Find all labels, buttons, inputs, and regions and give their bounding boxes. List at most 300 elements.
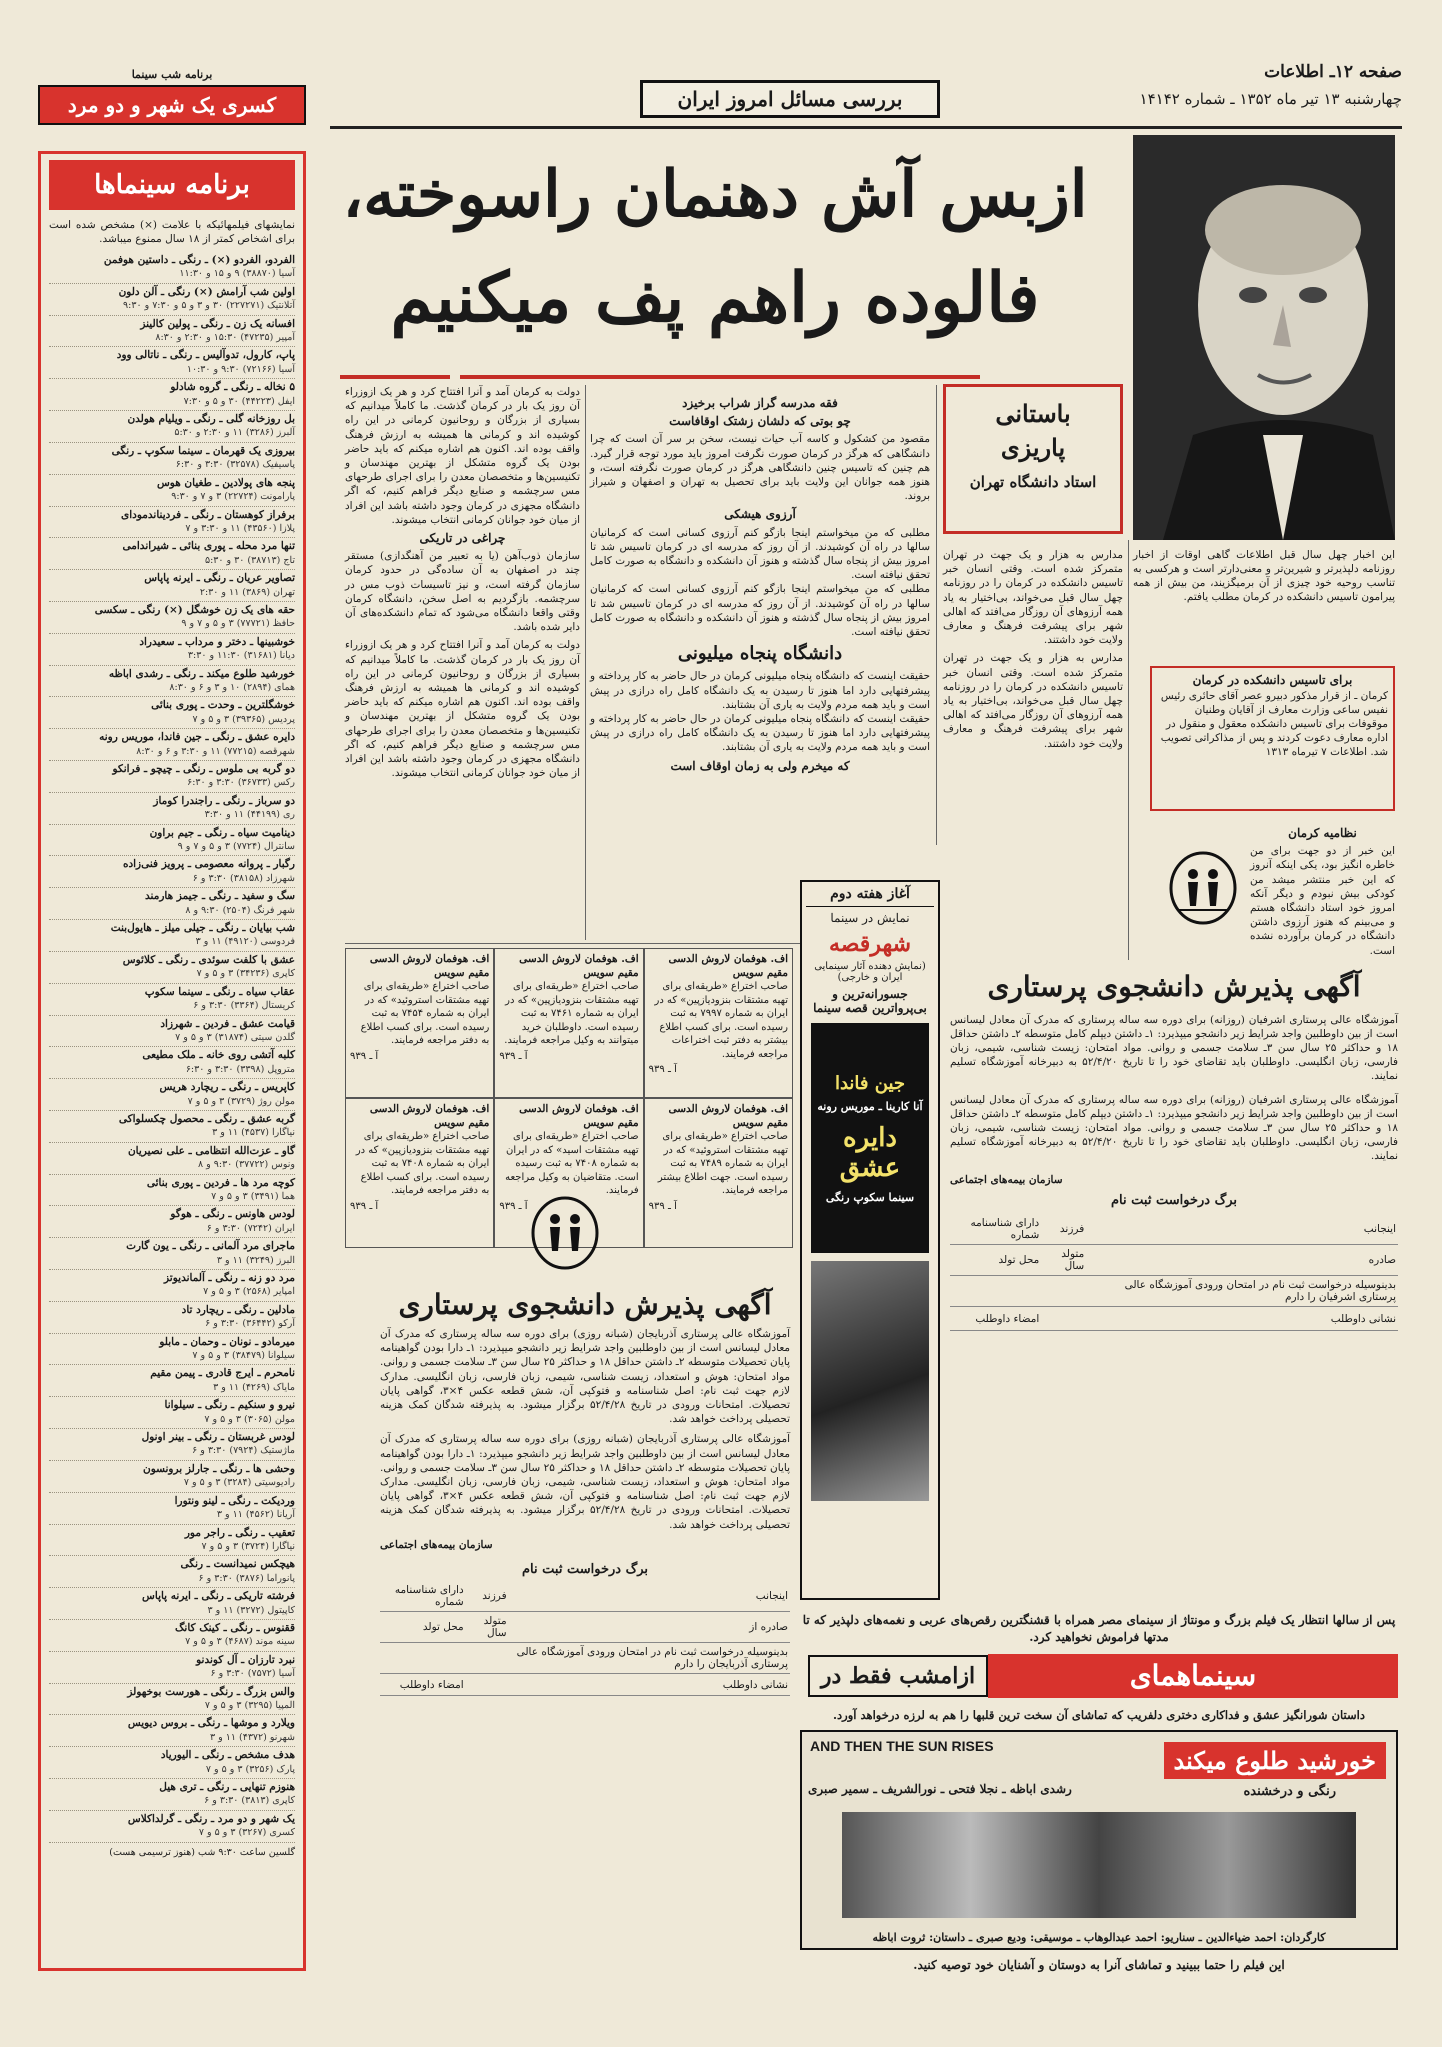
listing-film-title: تصاویر عریان ـ رنگی ـ ایرنه پاپاس: [144, 572, 295, 585]
listing-showtimes: ری (۴۴۱۹۹) ۱۱ و ۳:۳۰: [204, 809, 295, 821]
nursing-admission-ad-2: [380, 1288, 790, 1978]
cinema-listing-item: [49, 443, 295, 475]
cinema-listing-item: [49, 1429, 295, 1461]
form-row: [950, 1276, 1398, 1307]
column-divider: [1128, 540, 1129, 960]
insurance-org-emblem-2: [530, 1195, 600, 1271]
listing-showtimes: کسری (۳۲۶۷) ۳ و ۵ و ۷: [198, 1827, 295, 1839]
author-box: [943, 384, 1123, 534]
form-cell: محل تولد: [380, 1612, 466, 1643]
cinema-listing-item: [49, 284, 295, 316]
cinema-listing-item: [49, 570, 295, 602]
listing-showtimes: شهرزاد (۳۸۱۵۸) ۳:۳۰ و ۶: [192, 872, 295, 884]
listing-showtimes: آسیا (۳۸۸۷۰) ۹ و ۱۵ و ۱۱:۳۰: [179, 268, 295, 280]
cinema-listing-item: [49, 1779, 295, 1811]
form-cell: بدینوسیله درخواست ثبت نام در امتحان ورودی آموزشگاه عالی پرستاری آذربایجان را دارم: [509, 1643, 790, 1674]
listing-film-title: میرمادو ـ نونان ـ وحمان ـ مابلو: [159, 1335, 295, 1348]
author-portrait-photo: [1133, 135, 1395, 540]
page-header-info: [1082, 62, 1402, 108]
listing-showtimes: آسیا (۷۲۱۶۶) ۹:۳۰ و ۱۰:۳۰: [186, 363, 295, 375]
listing-showtimes: شهر فرنگ (۲۵۰۴) ۹:۳۰ و ۸: [185, 904, 295, 916]
listing-film-title: ۵ نخاله ـ رنگی ـ گروه شادلو: [170, 381, 295, 394]
listing-showtimes: آتلانتیک (۲۲۷۲۷۱) ۳۰ و ۳ و ۵ و ۷:۳۰ و ۹:۳۰: [123, 300, 295, 312]
cinema-listing-item: [49, 1684, 295, 1716]
listing-film-title: دایره عشق ـ رنگی ـ جین فاندا، موریس رونه: [99, 731, 295, 744]
cinema-program-intro: نمایشهای فیلمهائیکه با علامت (×) مشخص شده است برای اشخاص کمتر از ۱۸ سال ممنوع میباشد.: [49, 219, 295, 245]
listing-film-title: حقه های یک زن خوشگل (×) رنگی ـ سکسی: [94, 603, 295, 616]
patent-notice-text: صاحب اختراع «طریقه‌ای برای تهیه مشتقات بنزودیازپین» که در ایران به شماره ۷۴۰۸ به ثبت رسیده است. برای کسب اطلاع به دفتر مراجعه فرمایند.: [355, 1131, 490, 1196]
cinema-listing-item: [49, 952, 295, 984]
listing-showtimes: ایفل (۴۴۲۲۳) ۳۰ و ۵ و ۷:۳۰: [183, 395, 295, 407]
listing-film-title: هیچکس نمیدانست ـ رنگی: [180, 1558, 295, 1571]
nurse-ad-2-title: آگهی پذیرش دانشجوی پرستاری: [398, 1288, 772, 1321]
cinema-listing-item: [49, 1302, 295, 1334]
subheading-verse-2: چو بوتی که دلشان زشتک اوقافاست: [669, 414, 851, 429]
listing-film-title: نامحرم ـ ایرج قادری ـ پیمن مقیم: [150, 1367, 295, 1380]
cine-desc: (نمایش دهنده آثار سینمایی ایران و خارجی): [814, 961, 926, 983]
cinema-listing-item: [49, 984, 295, 1016]
listing-showtimes: ماژستیک (۷۹۲۴) ۳:۳۰ و ۶: [192, 1445, 295, 1457]
listing-film-title: نبرد تارزان ـ آل کوندنو: [196, 1653, 295, 1666]
cinema-listing-item: [49, 1016, 295, 1048]
form-row: [950, 1307, 1398, 1331]
patent-notice-text: صاحب اختراع «طریقه‌ای برای تهیه مشتقات بنزودیازپین» که در ایران به شماره ۷۹۹۷ به ثبت رسیده است. برای کسب اطلاع بیشتر به دفتر ثبت اختراعات مراجعه فرمایند.: [654, 981, 788, 1060]
listing-showtimes: مایاک (۴۲۶۹) ۱۱ و ۳: [213, 1381, 295, 1393]
form-row: [380, 1581, 790, 1612]
listing-showtimes: پاسیفیک (۳۲۵۷۸) ۳:۳۰ و ۶:۳۰: [175, 459, 295, 471]
inset-text: کرمان ـ از قرار مذکور دبیرو عصر آقای حائری رئیس نفیس ساعی وزارت معارف از آقایان وطنیان موقوفات برای تاسیس دانشکده معقول و منقول در اداره معارف دعوت کردند و پس از مذاکراتی تصویب شد. اطلاعات ۷ تیرماه ۱۳۱۳: [1160, 690, 1388, 758]
cinema-listing-item: [49, 1811, 295, 1843]
patent-notice-title: اف. هوفمان لاروش الدسی مقیم سویس: [668, 1103, 788, 1129]
cinema-listing-item: [49, 1652, 295, 1684]
patent-notice-code: آ ـ ۹۳۹: [499, 1200, 528, 1212]
listing-film-title: تنها مرد محله ـ پوری بنائی ـ شیراندامی: [122, 540, 295, 553]
article-column-left: [345, 385, 580, 940]
poster-star: جین فاندا: [834, 1072, 906, 1094]
poster-title: دایره عشق: [839, 1122, 901, 1183]
form-cell: امضاء داوطلب: [380, 1674, 466, 1696]
insurance-org-emblem: [1168, 850, 1238, 926]
cinema-listing-item: [49, 761, 295, 793]
listing-film-title: بیروزی یک قهرمان ـ سینما سکوپ ـ رنگی: [111, 444, 295, 457]
archive-news-inset: [1150, 666, 1395, 811]
form-cell: اینجانب: [1086, 1214, 1398, 1245]
patent-notice-text: صاحب اختراع «طریقه‌ای برای تهیه مشتقات استروئید» که در ایران به شماره ۷۴۸۹ به ثبت رسیده است. جهت اطلاع بیشتر مراجعه فرمایند.: [657, 1131, 788, 1196]
listing-film-title: شب بیایان ـ رنگی ـ جیلی میلز ـ هایول‌بنت: [110, 922, 295, 935]
article-paragraph: مطلبی که من میخواستم اینجا بازگو کنم آرزوی کسانی است که کرمانیان سالها در راه آن کوشیدند. از آن روز که مدرسه ای در کرمان تاسیس شد تا امروز بیش از پنجاه سال گذشته و هنوز آن دانشکده و دانشگاه به صورت کامل تحقق نیافته است.: [590, 526, 930, 582]
cinema-listing-item: [49, 1143, 295, 1175]
header-rule: [330, 126, 1402, 129]
article-paragraph: حقیقت اینست که دانشگاه پنجاه میلیونی کرمان در حال حاضر به کار پرداخته و پیشرفتهایی دارد اما هنوز تا رسیدن به یک دانشگاه کامل راه درازی در پیش است و باید همه مردم ولایت به یاری آن بشتابند.: [590, 713, 930, 754]
subheading-cheragh: چراغی در تاریکی: [419, 531, 506, 546]
listing-film-title: قیامت عشق ـ فردین ـ شهرزاد: [160, 1017, 295, 1030]
spacer: [1133, 648, 1143, 658]
patent-notice: [345, 948, 494, 1098]
film-credits: کارگردان: احمد ضیاءالدین ـ سناریو: احمد عبدالوهاب ـ موسیقی: ودیع صبری ـ داستان: ثروت اباظه: [872, 1931, 1326, 1944]
listing-showtimes: شهرنو (۴۳۷۲) ۱۱ و ۳: [210, 1731, 295, 1743]
cinema-listing-item: [49, 697, 295, 729]
column-divider: [936, 385, 937, 845]
homa-cinema-name: سینماهمای: [988, 1654, 1398, 1698]
nurse-ad-2-form-title: برگ درخواست ثبت نام: [521, 1562, 649, 1578]
form-row: [950, 1214, 1398, 1245]
cinema-listing-item: [49, 1047, 295, 1079]
cinema-program-logo: برنامه سینماها: [49, 160, 295, 210]
form-cell: امضاء داوطلب: [950, 1307, 1041, 1331]
form-cell: متولد سال: [466, 1612, 509, 1643]
form-cell: [1041, 1307, 1086, 1331]
listing-showtimes: آمپیر (۴۷۲۳۵) ۱۵:۳۰ و ۲:۳۰ و ۸:۳۰: [155, 332, 295, 344]
listing-showtimes: فردوسی (۴۹۱۲۰) ۱۱ و ۳: [195, 936, 295, 948]
sinema-homa-ad: [800, 1612, 1398, 2022]
listing-showtimes: نیاگارا (۳۷۲۴) ۳ و ۵ و ۷: [201, 1540, 295, 1552]
listing-showtimes: پانوراما (۳۸۷۶) ۳:۳۰ و ۶: [198, 1572, 295, 1584]
listing-showtimes: آریانا (۴۵۶۲) ۱۱ و ۳: [216, 1509, 295, 1521]
subheading-verse-1: فقه مدرسه گراز شراب برخیزد: [682, 396, 838, 410]
homa-recommendation: این فیلم را حتما ببینید و تماشای آنرا به دوستان و آشنایان خود توصیه کنید.: [913, 1958, 1285, 1972]
author-name-line-2: پاریزی: [1000, 433, 1066, 462]
film-color-label: رنگی و درخشنده: [1243, 1784, 1336, 1799]
cinema-listing-item: [49, 729, 295, 761]
listing-showtimes: حافظ (۷۷۷۲۱) ۳ و ۵ و ۷ و ۹: [181, 618, 295, 630]
form-cell: فرزند: [466, 1581, 509, 1612]
patent-notice: [644, 948, 793, 1098]
cinema-listing-item: [49, 1175, 295, 1207]
cinema-listing-item: [49, 1365, 295, 1397]
homa-description: داستان شورانگیز عشق و فداکاری دختری دلفریب که تماشای آن سخت ترین قلبها را هم به لرزه درخواهد آورد.: [833, 1708, 1365, 1722]
listing-film-title: خورشید طلوع میکند ـ رنگی ـ رشدی اباظه: [108, 667, 295, 680]
form-cell: [466, 1674, 509, 1696]
nurse-ad-2-org: سازمان بیمه‌های اجتماعی: [380, 1538, 493, 1551]
cinema-listing-item: [49, 1556, 295, 1588]
nurse-ad-2-body-cont: آموزشگاه عالی پرستاری آذربایجان (شبانه روزی) برای دوره سه ساله پرستاری که مدرک آن معادل لیسانس است از بین داوطلبین واجد شرایط زیر دانشجو میپذیرد: ۱ـ دارا بودن گواهینامه پایان تحصیلات متوسطه ۲ـ داشتن حداقل ۱۸ و حداکثر ۲۵ سال سن ۳ـ سلامت جسمی و روانی. مواد امتحان: هوش و استعداد، زیست شناسی، شیمی، زبان فارسی، زبان انگلیسی. مدارک لازم جهت ثبت نام: اصل شناسنامه و فتوکپی آن، شش قطعه عکس ۴×۳، گواهی پایان تحصیلات. امتحانات ورودی در تاریخ ۵۲/۴/۲۸ برگزار میشود. به پذیرفته شدگان کمک هزینه تحصیلی پرداخت خواهد شد.: [380, 1433, 791, 1531]
patent-notice-title: اف. هوفمان لاروش الدسی مقیم سویس: [369, 1103, 490, 1129]
listing-showtimes: سیلوانا (۳۸۴۷۹) ۳ و ۵ و ۷: [192, 1350, 295, 1362]
listing-film-title: یک شهر و دو مرد ـ رنگی ـ گرلداکلاس: [127, 1812, 295, 1825]
headline-red-rule: [460, 375, 980, 379]
cinema-listing-item: [49, 538, 295, 570]
sidebar-kicker: برنامه شب سینما: [131, 68, 213, 81]
form-cell: محل تولد: [950, 1245, 1041, 1276]
listing-showtimes: کریستال (۳۳۶۴) ۳:۳۰ و ۶: [193, 1000, 295, 1012]
listing-showtimes: کاپیتول (۳۲۷۲) ۱۱ و ۳: [207, 1604, 295, 1616]
form-cell: [950, 1276, 1041, 1307]
patent-notice-text: صاحب اختراع «طریقه‌ای برای تهیه مشتقات اسید» که در ایران به شماره ۷۴۰۸ به ثبت رسیده است. متقاضیان به وکیل مراجعه فرمایند.: [505, 1131, 639, 1196]
cinema-listing-item: [49, 666, 295, 698]
article-paragraph: مدارس به هزار و یک جهت در تهران متمرکز شده است. وقتی انسان خبر تاسیس دانشکده در کرمان را در روزنامه چهل سال قبل می‌خواند، بی‌اختیار به یاد همه آرزوهای آن روزگار می‌افتد که اهالی شهر برای پیشرفت فرهنگ و معارف ولایت خود داشتند.: [943, 652, 1123, 750]
article-paragraph: حقیقت اینست که دانشگاه پنجاه میلیونی کرمان در حال حاضر به کار پرداخته و پیشرفتهایی دارد اما هنوز تا رسیدن به یک دانشگاه کامل راه درازی در پیش است و باید همه مردم ولایت به یاری آن بشتابند.: [590, 670, 930, 711]
cinema-listing-item: [49, 507, 295, 539]
nurse-ad-1-title: آگهی پذیرش دانشجوی پرستاری: [987, 970, 1361, 1003]
listing-showtimes: پلازا (۴۳۵۶۰) ۱۱ و ۳:۳۰ و ۷: [185, 522, 295, 534]
article-paragraph: دولت به کرمان آمد و آنرا افتتاح کرد و هر یک ازوزراء آن روز یک بار در کرمان گذشت. ما کاملاً میدانیم که بسیاری از بزرگان و روحانیون کرمانی در این راه کوشیده اند و کرمانی ها همیشه به ارزش فرهنگ واقف بوده اند. اکنون هم اشاره میکنم که باید حاضر بودن یک گروه متشکل از بهترین مهندسان و تکنیسین‌ها و متخصصان معدن را برای اجرای طرحهای مس سرچشمه و صنایع دیگر فراهم کنیم، که اگر دانشگاه مجهزی در کرمان وجود داشته باشد این افراد از میان خود جوانان کرمانی انتخاب میشوند.: [345, 386, 580, 526]
cinema-listing-item: [49, 1461, 295, 1493]
article-column-middle: [590, 392, 930, 872]
subheading-university: دانشگاه پنجاه میلیونی: [677, 643, 843, 665]
listing-showtimes: المپیا (۳۲۹۵) ۳ و ۵ و ۷: [204, 1699, 295, 1711]
listing-film-title: نیرو و سنکیم ـ رنگی ـ سیلوانا: [164, 1399, 295, 1412]
listing-showtimes: تهران (۳۸۶۹) ۱۱ و ۲:۳۰: [199, 586, 295, 598]
cinema-listing-item: [49, 634, 295, 666]
homa-film-poster: [800, 1730, 1398, 1950]
listing-film-title: پاپ، کارول، تدوآلیس ـ رنگی ـ ناتالی وود: [116, 349, 295, 362]
listing-film-title: فرشته تاریکی ـ رنگی ـ ایرنه پاپاس: [142, 1590, 295, 1603]
cinema-listing-item: [49, 1079, 295, 1111]
form-cell: صادره: [1086, 1245, 1398, 1276]
patent-notice-code: آ ـ ۹۳۹: [350, 1200, 379, 1212]
cine-sub: نمایش در سینما: [830, 911, 910, 925]
headline-red-rule-left: [340, 375, 450, 379]
listing-film-title: گاو ـ عزت‌الله انتظامی ـ علی نصیریان: [127, 1144, 295, 1157]
listing-showtimes: ونوس (۳۷۷۲۲) ۹:۳۰ و ۸: [198, 1159, 295, 1171]
cinema-program-list: [49, 252, 295, 1843]
headline-line-2: فالوده راهم پف میکنیم: [390, 258, 1040, 338]
form-cell: صادره از: [509, 1612, 790, 1643]
listing-film-title: گربه عشق ـ رنگی ـ محصول چکسلواکی: [118, 1112, 295, 1125]
patent-notice-title: اف. هوفمان لاروش الدسی مقیم سویس: [519, 1103, 639, 1129]
cinema-listing-item: [49, 316, 295, 348]
listing-showtimes: مولن روژ (۳۷۲۹) ۳ و ۵ و ۷: [187, 1095, 295, 1107]
article-column-right: [943, 548, 1123, 848]
cinema-listing-item: [49, 347, 295, 379]
patent-notice-code: آ ـ ۹۳۹: [648, 1200, 677, 1212]
article-nezamieh: [1250, 822, 1395, 957]
film-cast: رشدی اباظه ـ نجلا فتحی ـ نورالشریف ـ سمیر صبری: [808, 1782, 1072, 1796]
nurse-ad-2-body: آموزشگاه عالی پرستاری آذربایجان (شبانه روزی) برای دوره سه ساله پرستاری که مدرک آن معادل لیسانس است از بین داوطلبین واجد شرایط زیر دانشجو میپذیرد: ۱ـ دارا بودن گواهینامه پایان تحصیلات متوسطه ۲ـ داشتن حداقل ۱۸ و حداکثر ۲۵ سال سن ۳ـ سلامت جسمی و روانی. مواد امتحان: هوش و استعداد، زیست شناسی، شیمی، زبان فارسی، زبان انگلیسی. مدارک لازم جهت ثبت نام: اصل شناسنامه و فتوکپی آن، شش قطعه عکس ۴×۳، گواهی پایان تحصیلات. امتحانات ورودی در تاریخ ۵۲/۴/۲۸ برگزار میشود. به پذیرفته شدگان کمک هزینه تحصیلی پرداخت خواهد شد.: [380, 1328, 791, 1426]
cinema-listing-item: [49, 825, 295, 857]
cinema-listing-item: [49, 1334, 295, 1366]
listing-film-title: والس بزرگ ـ رنگی ـ هورست بوخهولز: [127, 1685, 295, 1698]
listing-film-title: ققنوس ـ رنگی ـ کینک کانگ: [175, 1621, 295, 1634]
listing-showtimes: سانترال (۷۷۲۴) ۳ و ۵ و ۷ و ۹: [177, 841, 295, 853]
listing-film-title: هنوزم تنهایی ـ رنگی ـ تری هیل: [159, 1781, 295, 1793]
listing-film-title: مرد دو زنه ـ رنگی ـ آلماندیوتز: [164, 1272, 295, 1284]
listing-showtimes: ایران (۷۲۴۲) ۳:۳۰ و ۶: [206, 1222, 295, 1234]
listing-film-title: بل روزخانه گلی ـ رنگی ـ ویلیام هولدن: [127, 413, 295, 426]
poster-format: سینما سکوپ رنگی: [825, 1190, 915, 1204]
patent-notice-text: صاحب اختراع «طریقه‌ای برای تهیه مشتقات استروئید» که در ایران به شماره ۷۴۵۴ به ثبت رسیده است. برای کسب اطلاع به دفتر مراجعه فرمایند.: [360, 981, 490, 1046]
patent-notice-code: آ ـ ۹۳۹: [350, 1050, 379, 1062]
listing-showtimes: پارامونت (۲۲۷۲۴) ۳ و ۷ و ۹:۳۰: [171, 491, 295, 503]
form-cell: متولد سال: [1041, 1245, 1086, 1276]
article-paragraph: این خبر از دو جهت برای من خاطره انگیز بود، یکی اینکه آنروز که این خبر منتشر میشد من کودکی بیش نبودم و دیگر آنکه امروز خود استاد دانشگاه هستم و می‌بینم که هنوز آرزوی داشتن دانشگاه در کرمان برآورده نشده است.: [1250, 845, 1395, 957]
patent-notice: [644, 1098, 793, 1248]
column-divider: [585, 385, 586, 940]
headline-line-1: ازبس آش دهنمان راسوخته،: [342, 157, 1088, 232]
listing-film-title: ویلارد و موشها ـ رنگی ـ بروس دیویس: [127, 1717, 295, 1730]
cinema-listing-item: [49, 475, 295, 507]
listing-showtimes: رادیوسیتی (۳۲۸۴) ۳ و ۵ و ۷: [183, 1477, 295, 1489]
patent-notice: [494, 948, 643, 1098]
subheading-arzoo: آرزوی هیشکی: [724, 507, 796, 522]
form-cell: [380, 1643, 466, 1674]
listing-film-title: سگ و سفید ـ رنگی ـ جیمز هارمند: [145, 890, 295, 903]
listing-film-title: وردیکت ـ رنگی ـ لینو ونتورا: [174, 1494, 295, 1507]
form-cell: نشانی داوطلب: [1086, 1307, 1398, 1331]
cinema-listing-item: [49, 1588, 295, 1620]
listing-film-title: کوچه مرد ها ـ فردین ـ پوری بنائی: [146, 1176, 295, 1189]
listing-showtimes: کاپری (۳۸۱۳) ۳:۳۰ و ۶: [204, 1795, 295, 1807]
cinema-listing-item: [49, 379, 295, 411]
article-paragraph: مقصود من کشکول و کاسه آب حیات نیست، سخن بر سر آن است که چرا دانشگاهی که هرگز در کرمان صورت نگرفت امروز باید مورد توجه قرار گیرد. هم چنین که تاسیس چنین دانشگاهی هرگز در کرمان صورت نگرفته است، و هنوز همه جوانان این ولایت باید برای تحصیل به تهران و اصفهان و شیراز بروند.: [590, 433, 930, 503]
listing-showtimes: تاج (۳۸۷۱۳) ۳۰ و ۵:۳۰: [204, 554, 295, 566]
patent-notice-title: اف. هوفمان لاروش الدسی مقیم سویس: [668, 953, 788, 979]
homa-only-tonight: ازامشب فقط در: [808, 1655, 988, 1697]
listing-film-title: دینامیت سیاه ـ رنگی ـ جیم براون: [149, 826, 295, 839]
cinema-listing-item: [49, 920, 295, 952]
listing-film-title: خوشگلترین ـ وحدت ـ پوری بنائی: [151, 699, 295, 712]
issue-date: چهارشنبه ۱۳ تیر ماه ۱۳۵۲ ـ شماره ۱۴۱۴۲: [1139, 90, 1402, 108]
cinema-listing-item: [49, 1397, 295, 1429]
cinema-listing-item: [49, 1715, 295, 1747]
portrait-caption: این اخبار چهل سال قبل اطلاعات گاهی اوقات از اخبار روزنامه دلپذیرتر و شیرین‌تر و معنی‌دارتر است و هرکسی به تناسب روحیه خود چیزی از آن برمیگزیند، من بیش از همه پیرامون تاسیس دانشکده در کرمان مطلب یافتم.: [1133, 549, 1395, 603]
film-english-title: AND THEN THE SUN RISES: [810, 1738, 994, 1754]
cinema-program-footnote: گلسین ساعت ۹:۳۰ شب (هنوز ترسیمی هست): [109, 1846, 295, 1858]
cinema-listing-item: [49, 793, 295, 825]
listing-film-title: مادلین ـ رنگی ـ ریچارد تاد: [181, 1303, 295, 1316]
listing-film-title: خوشبینها ـ دختر و مرداب ـ سعیدراد: [139, 635, 295, 648]
listing-showtimes: پردیس (۳۹۳۶۵) ۳ و ۵ و ۷: [192, 713, 295, 725]
listing-showtimes: آسیا (۷۵۷۲) ۳:۳۰ و ۶: [210, 1668, 295, 1680]
form-cell: دارای شناسنامه شماره: [950, 1214, 1041, 1245]
listing-showtimes: هما (۳۴۹۱) ۳ و ۵ و ۷: [211, 1190, 295, 1202]
listing-film-title: برفراز کوهستان ـ رنگی ـ فردیناندمودای: [121, 508, 295, 521]
nursing-admission-ad-1: [950, 970, 1398, 1510]
page-number: صفحه ۱۲ـ اطلاعات: [1264, 62, 1402, 82]
form-cell: دارای شناسنامه شماره: [380, 1581, 466, 1612]
cine-film-still: [811, 1261, 929, 1501]
film-still-image: [842, 1812, 1356, 1918]
cinema-listing-item: [49, 1747, 295, 1779]
listing-film-title: کاپریس ـ رنگی ـ ریچارد هریس: [159, 1081, 295, 1094]
form-cell: فرزند: [1041, 1214, 1086, 1245]
nurse-ad-1-form: [950, 1214, 1398, 1331]
patent-notice-code: آ ـ ۹۳۹: [499, 1050, 528, 1062]
homa-banner-row: [800, 1654, 1398, 1698]
article-paragraph: مدارس به هزار و یک جهت در تهران متمرکز شده است. وقتی انسان خبر تاسیس دانشکده در کرمان را در روزنامه چهل سال قبل می‌خواند، بی‌اختیار به یاد همه آرزوهای آن روزگار می‌افتد که اهالی شهر برای پیشرفت فرهنگ و معارف ولایت خود داشتند.: [943, 549, 1123, 647]
listing-showtimes: دیانا (۳۱۶۸۱) ۱۱:۳۰ و ۳:۳۰: [187, 650, 295, 662]
listing-showtimes: آرکو (۳۶۴۴۲) ۳:۳۰ و ۶: [205, 1318, 295, 1330]
article-paragraph: دولت به کرمان آمد و آنرا افتتاح کرد و هر یک ازوزراء آن روز یک بار در کرمان گذشت. ما کاملاً میدانیم که بسیاری از بزرگان و روحانیون کرمانی در این راه کوشیده اند و کرمانی ها همیشه به ارزش فرهنگ واقف بوده اند. اکنون هم اشاره میکنم که باید حاضر بودن یک گروه متشکل از بهترین مهندسان و تکنیسین‌ها و متخصصان معدن را برای اجرای طرحهای مس سرچشمه و صنایع دیگر فراهم کنیم، که اگر دانشگاه مجهزی در کرمان وجود داشته باشد این افراد از میان خود جوانان کرمانی انتخاب میشوند.: [345, 639, 580, 780]
listing-film-title: رگبار ـ پروانه معصومی ـ پرویز فنی‌زاده: [122, 858, 295, 871]
cinema-listings-sidebar: [38, 68, 306, 2023]
author-title: استاد دانشگاه تهران: [969, 473, 1097, 491]
cinema-program-box: [38, 151, 306, 1971]
listing-showtimes: مولن (۳۰۶۵) ۳ و ۵ و ۷: [204, 1413, 295, 1425]
form-cell: [1041, 1276, 1086, 1307]
cinema-listing-item: [49, 602, 295, 634]
shahr-qesse-cinema-ad: [800, 880, 940, 1600]
patent-notice-title: اف. هوفمان لاروش الدسی مقیم سویس: [369, 953, 490, 979]
form-row: [380, 1674, 790, 1696]
listing-showtimes: گلدن سیتی (۳۱۸۷۴) ۳ و ۵ و ۷: [175, 1031, 295, 1043]
listing-showtimes: امپایر (۲۵۶۸) ۳ و ۵ و ۷: [203, 1286, 295, 1298]
nurse-ad-1-org: سازمان بیمه‌های اجتماعی: [950, 1174, 1063, 1186]
nurse-ad-1-form-title: برگ درخواست ثبت نام: [1110, 1193, 1238, 1208]
listing-film-title: عشق با کلفت سوئدی ـ رنگی ـ کلائوس: [122, 953, 295, 966]
main-headline: [335, 150, 1095, 346]
cinema-listing-item: [49, 1270, 295, 1302]
listing-film-title: اولین شب آرامش (×) رنگی ـ آلن دلون: [118, 285, 295, 298]
listing-film-title: کلبه آتشی روی خانه ـ ملک مطیعی: [142, 1049, 295, 1062]
listing-film-title: وحشی ها ـ رنگی ـ جارلز برونسون: [142, 1462, 295, 1475]
cinema-listing-item: [49, 1620, 295, 1652]
cinema-listing-item: [49, 1111, 295, 1143]
section-tag: بررسی مسائل امروز ایران: [640, 80, 940, 118]
cine-week-heading: آغاز هفته دوم: [806, 886, 934, 907]
article-paragraph: سازمان ذوب‌آهن (یا به تعبیر من آهنگدازی) مستقر چند در اصفهان به آن ساده‌گی در حدود کرمان سازمان گرفته است، و نیز تاسیسات ذوب مس در سرچشمه. بازگردیم به اصل سخن، دانشگاه کرمان وقتی واقعا دانشگاه می‌شود که تمام دانشکده‌های آن دایر شده باشد.: [345, 550, 580, 634]
nurse-ad-2-form: [380, 1581, 790, 1696]
listing-showtimes: آلبرز (۳۲۸۶) ۱۱ و ۲:۳۰ و ۵:۳۰: [174, 427, 295, 439]
subheading-nezamieh: نظامیه کرمان: [1288, 826, 1357, 840]
listing-showtimes: شهرقصه (۷۷۲۱۵) ۱۱ و ۳:۳۰ و ۶ و ۸:۳۰: [136, 745, 295, 757]
form-cell: [466, 1643, 509, 1674]
sidebar-headline: کسری یک شهر و دو مرد: [38, 85, 306, 125]
listing-film-title: لودس غربستان ـ رنگی ـ بینر اونول: [141, 1431, 295, 1444]
listing-showtimes: رکس (۳۶۷۳۳) ۳:۳۰ و ۶:۳۰: [187, 777, 295, 789]
listing-showtimes: البرز (۳۲۴۹) ۱۱ و ۳: [216, 1254, 295, 1266]
listing-film-title: دو گربه بی ملوس ـ رنگی ـ چیچو ـ فرانکو: [112, 763, 295, 775]
patent-notice-title: اف. هوفمان لاروش الدسی مقیم سویس: [519, 953, 639, 979]
article-paragraph: مطلبی که من میخواستم اینجا بازگو کنم آرزوی کسانی است که کرمانیان سالها در راه آن کوشیدند. از آن روز که مدرسه ای در کرمان تاسیس شد تا امروز بیش از پنجاه سال گذشته و هنوز آن دانشکده و دانشگاه به صورت کامل تحقق نیافته است.: [590, 583, 930, 639]
listing-film-title: الفردو، الفردو (×) ـ رنگی ـ داستین هوفمن: [103, 254, 295, 266]
listing-showtimes: همای (۲۸۹۴) ۱۰ و ۳ و ۶ و ۸:۳۰: [169, 681, 295, 693]
form-cell: اینجانب: [509, 1581, 790, 1612]
inset-title: برای تاسیس دانشکده در کرمان: [1192, 673, 1353, 687]
listing-film-title: ماجرای مرد آلمانی ـ رنگی ـ یون گارت: [126, 1240, 295, 1253]
cine-tagline: جسورانه‌ترین و بی‌پرواترین قصه سینما: [813, 987, 927, 1015]
portrait-illustration: [1133, 135, 1395, 540]
film-persian-title: خورشید طلوع میکند: [1164, 1742, 1386, 1779]
subheading-rafsanjan: که میخرم ولی به زمان اوقاف است: [670, 758, 850, 773]
cinema-listing-item: [49, 1493, 295, 1525]
listing-film-title: تعقیب ـ رنگی ـ راجر مور: [184, 1526, 295, 1539]
cinema-listing-item: [49, 1525, 295, 1557]
listing-showtimes: سینه موند (۴۶۸۷) ۳ و ۵ و ۷: [185, 1636, 295, 1648]
form-cell: بدینوسیله درخواست ثبت نام در امتحان ورودی آموزشگاه عالی پرستاری اشرفیان را دارم: [1086, 1276, 1398, 1307]
cinema-listing-item: [49, 411, 295, 443]
listing-showtimes: نیاگارا (۴۵۳۷) ۱۱ و ۳: [212, 1127, 295, 1139]
author-name-line-1: باستانی: [995, 399, 1071, 428]
listing-showtimes: متروپل (۳۳۹۸) ۳:۳۰ و ۶:۳۰: [185, 1063, 295, 1075]
form-row: [380, 1643, 790, 1674]
listing-film-title: پنجه های پولادین ـ طغیان هوس: [156, 476, 295, 489]
cinema-listing-item: [49, 856, 295, 888]
cinema-listing-item: [49, 252, 295, 284]
nurse-ad-1-body-cont: آموزشگاه عالی پرستاری اشرفیان (روزانه) برای دوره سه ساله پرستاری که مدرک آن معادل لیسانس است از بین داوطلبین واجد شرایط زیر دانشجو میپذیرد: ۱ـ داشتن دیپلم کامل متوسطه ۲ـ داشتن حداقل ۱۸ و حداکثر ۲۵ سال سن ۳ـ سلامت جسمی و روانی. مواد امتحان: زیست شناسی، شیمی، زبان فارسی، زبان انگلیسی. داوطلبان باید تقاضای خود را تا تاریخ ۵۲/۴/۲۰ به دبیرخانه آموزشگاه تسلیم نمایند.: [950, 1094, 1398, 1162]
listing-film-title: افسانه یک زن ـ رنگی ـ پولین کالینز: [140, 317, 295, 330]
section-divider: [345, 943, 800, 944]
nurse-ad-1-body: آموزشگاه عالی پرستاری اشرفیان (روزانه) برای دوره سه ساله پرستاری که مدرک آن معادل لیسانس است از بین داوطلبین واجد شرایط زیر دانشجو میپذیرد: ۱ـ داشتن دیپلم کامل متوسطه ۲ـ داشتن حداقل ۱۸ و حداکثر ۲۵ سال سن ۳ـ سلامت جسمی و روانی. مواد امتحان: زیست شناسی، شیمی، زبان فارسی، زبان انگلیسی. داوطلبان باید تقاضای خود را تا تاریخ ۵۲/۴/۲۰ به دبیرخانه آموزشگاه تسلیم نمایند.: [950, 1014, 1398, 1082]
cinema-listing-item: [49, 1206, 295, 1238]
cine-poster: [811, 1023, 929, 1253]
cinema-listing-item: [49, 1238, 295, 1270]
patent-notice-text: صاحب اختراع «طریقه‌ای برای تهیه مشتقات بنزودیازپین» که در ایران به شماره ۷۴۶۱ به ثبت رسیده است. داوطلبان خرید میتوانند به وکیل مراجعه فرمایند.: [504, 981, 639, 1046]
form-cell: نشانی داوطلب: [509, 1674, 790, 1696]
patent-notice: [345, 1098, 494, 1248]
listing-film-title: دو سرباز ـ رنگی ـ راجندرا کوماز: [153, 794, 295, 807]
listing-film-title: هدف مشخص ـ رنگی ـ الیوریاد: [160, 1749, 295, 1762]
cinema-listing-item: [49, 888, 295, 920]
form-row: [950, 1245, 1398, 1276]
listing-showtimes: پارک (۳۲۵۶) ۳ و ۵ و ۷: [205, 1763, 295, 1775]
patent-notice-code: آ ـ ۹۳۹: [648, 1064, 677, 1075]
cine-name: شهرقصه: [828, 931, 912, 957]
listing-film-title: عقاب سیاه ـ رنگی ـ سینما سکوپ: [144, 985, 295, 998]
poster-costars: آنا کارینا ـ موریس رونه: [817, 1099, 923, 1113]
listing-film-title: لودس هاونس ـ رنگی ـ هوگو: [170, 1208, 295, 1221]
homa-intro-text: پس از سالها انتظار یک فیلم بزرگ و مونتاژ از سینمای مصر همراه با قشنگترین رقص‌های عربی و نغمه‌های دلپذیر که تا مدتها فراموش نخواهید کرد.: [802, 1613, 1396, 1644]
